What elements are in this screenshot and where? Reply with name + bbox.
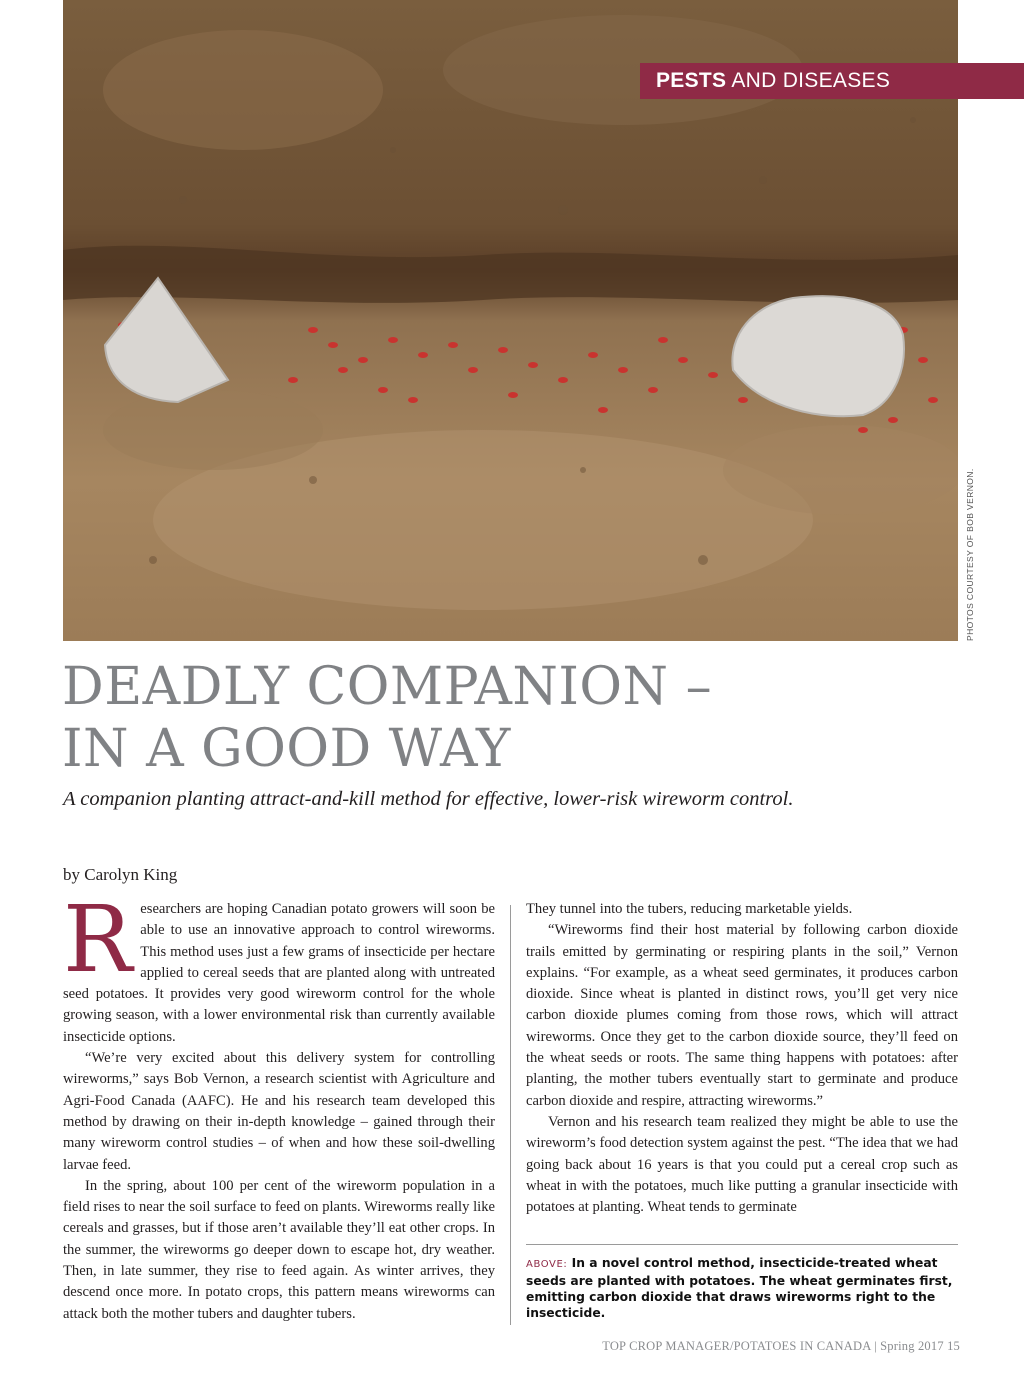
page-footer: TOP CROP MANAGER/POTATOES IN CANADA | Spring 2017 15 xyxy=(602,1339,960,1353)
article-paragraph: They tunnel into the tubers, reducing marketable yields. xyxy=(526,901,853,917)
section-label-rest: AND DISEASES xyxy=(726,69,891,92)
section-banner xyxy=(640,63,1024,99)
article-paragraph: Vernon and his research team realized they might be able to use the wireworm’s food detection system against the pest. “The idea that we had going back about 16 years is that you could put a cereal crop such as wheat in with the potatoes, much like putting a granular insecticide with potatoes at planting. Wheat tends to germinate xyxy=(526,1113,958,1216)
article-paragraph xyxy=(63,886,495,1048)
section-label-bold: PESTS xyxy=(656,69,727,92)
paragraph-text: esearchers are hoping Canadian potato growers will soon be able to use an innovative approach to control wireworms. This method uses just a few grams of insecticide per hectare applied to cereal seeds that are planted along with untreated seed potatoes. It provides very good wireworm control for the whole growing season, with a lower environmental risk than currently available insecticide options. xyxy=(63,901,495,1045)
column-divider xyxy=(510,905,511,1325)
headline xyxy=(62,656,712,780)
photo-caption xyxy=(526,1255,958,1321)
article-column-left xyxy=(63,886,495,1325)
caption-label: ABOVE: xyxy=(526,1259,568,1270)
article-paragraph: “We’re very excited about this delivery system for controlling wireworms,” says Bob Vernon, a research scientist with Agriculture and Agri-Food Canada (AAFC). He and his research team developed this method by drawing on their in-depth knowledge – gained through their many wireworm control studies – of when and how these soil-dwelling larvae feed. xyxy=(63,1050,495,1173)
headline-line-2: IN A GOOD WAY xyxy=(62,719,511,779)
caption-divider xyxy=(526,1244,958,1245)
headline-line-1: DEADLY COMPANION – xyxy=(62,657,713,717)
byline: by Carolyn King xyxy=(63,865,178,884)
drop-cap: R xyxy=(63,886,133,993)
article-paragraph: “Wireworms find their host material by following carbon dioxide trails emitted by germinating or respiring plants in the soil,” Vernon explains. “For example, as a wheat seed germinates, it produces carbon dioxide. Since wheat is planted in distinct rows, you’ll get very nice carbon dioxide plumes coming from those rows, which will attract wireworms. Once they get to the carbon dioxide source, they’ll feed on the wheat seeds or roots. The same thing happens with potatoes: after planting, the mother tubers eventually start to germinate and produce carbon dioxide and respire, attracting wireworms.” xyxy=(526,922,958,1109)
article-paragraph: In the spring, about 100 per cent of the wireworm population in a field rises to near the soil surface to feed on plants. Wireworms really like cereals and grasses, but if those aren’t available they’ll eat other crops. In the summer, the wireworms go deeper down to escape hot, dry weather. Then, in late summer, they rise to feed again. As winter arrives, they descend once more. In potato crops, this pattern means wireworms can attack both the mother tubers and daughter tubers. xyxy=(63,1177,495,1322)
caption-text: In a novel control method, insecticide-treated wheat seeds are planted with potatoes. The wheat germinates first, emitting carbon dioxide that draws wireworms right to the insecticide. xyxy=(526,1256,953,1320)
photo-credit: PHOTOS COURTESY OF BOB VERNON. xyxy=(965,468,975,641)
article-column-right xyxy=(526,899,958,1218)
deck-subtitle: A companion planting attract-and-kill method for effective, lower-risk wireworm control. xyxy=(63,788,794,810)
